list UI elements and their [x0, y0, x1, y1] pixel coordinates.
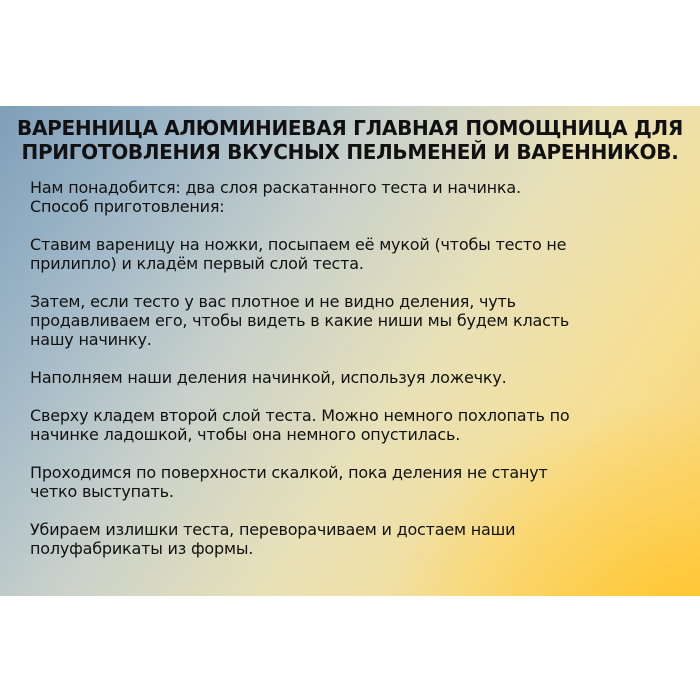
paragraph-step-4 [30, 406, 680, 444]
text-line: продавливаем его, чтобы видеть в какие ниши мы будем класть [30, 311, 570, 330]
paragraph-step-3 [30, 368, 680, 387]
text-line: Сверху кладем второй слой теста. Можно немного похлопать по [30, 406, 570, 425]
text-line: нашу начинку. [30, 330, 152, 349]
paragraph-step-2 [30, 292, 680, 349]
paragraph-step-6 [30, 520, 680, 558]
text-line: Способ приготовления: [30, 197, 225, 216]
text-line: прилипло) и кладём первый слой теста. [30, 254, 364, 273]
text-line: Наполняем наши деления начинкой, используя ложечку. [30, 368, 507, 387]
text-line: Проходимся по поверхности скалкой, пока деления не станут [30, 463, 548, 482]
paragraph-ingredients [30, 178, 680, 216]
paragraph-step-5 [30, 463, 680, 501]
text-line: четко выступать. [30, 482, 174, 501]
text-line: полуфабрикаты из формы. [30, 539, 254, 558]
text-line: Убираем излишки теста, переворачиваем и достаем наши [30, 520, 516, 539]
document-title [14, 116, 686, 164]
text-line: Ставим вареницу на ножки, посыпаем её мукой (чтобы тесто не [30, 235, 567, 254]
title-line: ВАРЕННИЦА АЛЮМИНИЕВАЯ ГЛАВНАЯ ПОМОЩНИЦА ДЛЯ [17, 116, 683, 140]
text-line: начинке ладошкой, чтобы она немного опустилась. [30, 425, 461, 444]
paragraph-step-1 [30, 235, 680, 273]
title-line: ПРИГОТОВЛЕНИЯ ВКУСНЫХ ПЕЛЬМЕНЕЙ И ВАРЕННИКОВ. [21, 140, 679, 164]
text-line: Нам понадобится: два слоя раскатанного теста и начинка. [30, 178, 521, 197]
instruction-body [30, 178, 680, 577]
text-line: Затем, если тесто у вас плотное и не видно деления, чуть [30, 292, 516, 311]
instruction-card [0, 106, 700, 596]
